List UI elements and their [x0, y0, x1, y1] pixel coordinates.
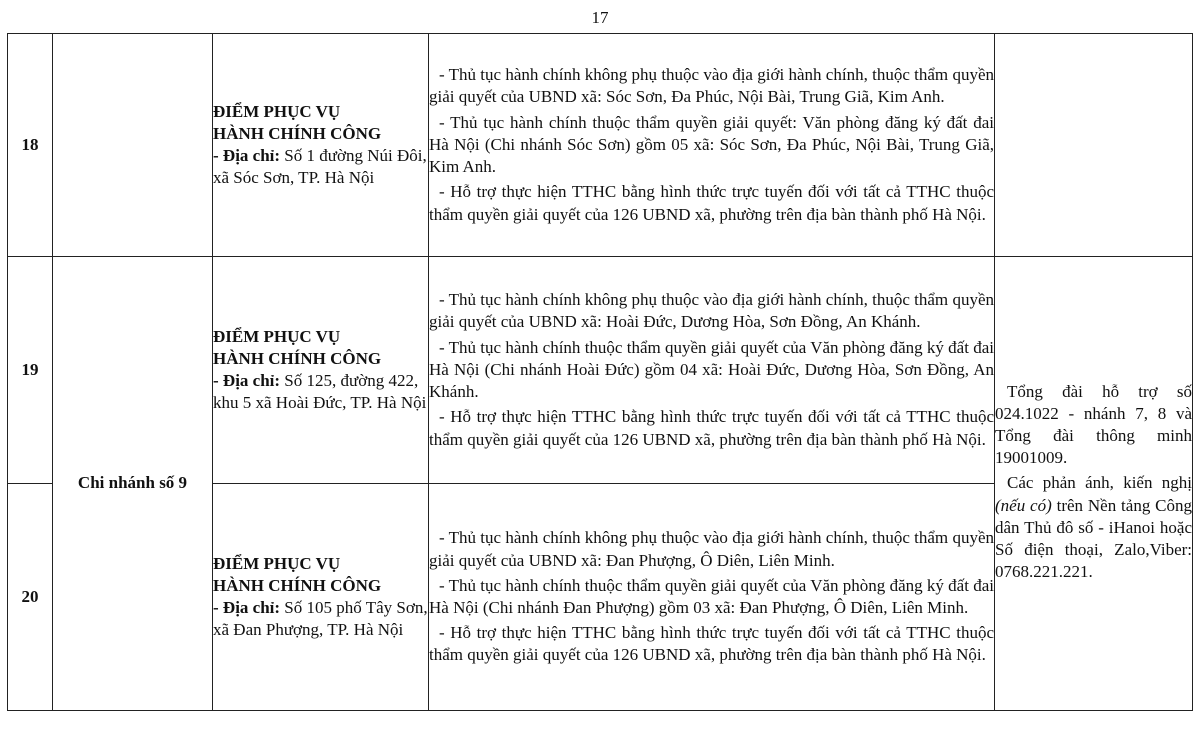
table-row-19: [8, 257, 1193, 484]
feedback-note: (nếu có): [995, 495, 1052, 515]
scope-item: - Thủ tục hành chính thuộc thẩm quyền giải quyết: Văn phòng đăng ký đất đai Hà Nội (Chi nhánh Sóc Sơn) gồm 05 xã: Sóc Sơn, Đa Phúc, Nội Bài, Trung Giã, Kim Anh.: [429, 112, 994, 177]
scope-item: - Thủ tục hành chính không phụ thuộc vào địa giới hành chính, thuộc thẩm quyền giải quyết của UBND xã: Sóc Sơn, Đa Phúc, Nội Bài, Trung Giã, Kim Anh.: [429, 65, 994, 107]
table-row-18: [8, 34, 1193, 257]
address-label: - Địa chỉ:: [213, 598, 281, 617]
scope-item: - Thủ tục hành chính không phụ thuộc vào địa giới hành chính, thuộc thẩm quyền giải quyết của UBND xã: Hoài Đức, Dương Hòa, Sơn Đồng, An Khánh.: [429, 290, 994, 332]
feedback-text-part: trên Nền tảng Công dân Thủ đô số - iHanoi hoặc Số điện thoại, Zalo,Viber: 0768.221.221.: [995, 495, 1192, 582]
address-text: Số 125, đường 422, khu 5 xã Hoài Đức, TP. Hà Nội: [213, 371, 427, 413]
service-point-name: ĐIỂM PHỤC VỤ: [213, 326, 341, 346]
service-points-table: [7, 33, 1193, 711]
service-point-name: HÀNH CHÍNH CÔNG: [213, 123, 382, 143]
feedback-text-part: Các phản ánh, kiến nghị: [1007, 473, 1192, 493]
scope-cell: [429, 484, 995, 711]
row-number: 20: [8, 484, 53, 711]
scope-item: - Hỗ trợ thực hiện TTHC bằng hình thức trực tuyến đối với tất cả TTHC thuộc thẩm quyền giải quyết của 126 UBND xã, phường trên địa bàn thành phố Hà Nội.: [429, 623, 994, 665]
service-point-address: [213, 145, 428, 189]
service-point-name: HÀNH CHÍNH CÔNG: [213, 575, 382, 595]
service-point-address: [213, 370, 428, 414]
scope-item: - Hỗ trợ thực hiện TTHC bằng hình thức trực tuyến đối với tất cả TTHC thuộc thẩm quyền giải quyết của 126 UBND xã, phường trên địa bàn thành phố Hà Nội.: [429, 182, 994, 224]
scope-item: - Hỗ trợ thực hiện TTHC bằng hình thức trực tuyến đối với tất cả TTHC thuộc thẩm quyền giải quyết của 126 UBND xã, phường trên địa bàn thành phố Hà Nội.: [429, 407, 994, 449]
branch-name: Chi nhánh số 9: [53, 257, 213, 711]
address-label: - Địa chỉ:: [213, 146, 281, 165]
support-contact-cell: [995, 257, 1193, 711]
address-text: Số 1 đường Núi Đôi, xã Sóc Sơn, TP. Hà Nội: [213, 146, 427, 188]
scope-item: - Thủ tục hành chính thuộc thẩm quyền giải quyết của Văn phòng đăng ký đất đai Hà Nội (Chi nhánh Hoài Đức) gồm 04 xã: Hoài Đức, Dương Hòa, Sơn Đồng, An Khánh.: [429, 337, 994, 402]
service-point-cell: [213, 34, 429, 257]
support-cell-empty: [995, 34, 1193, 257]
feedback-text: [995, 472, 1192, 583]
service-point-cell: [213, 257, 429, 484]
scope-item: - Thủ tục hành chính không phụ thuộc vào địa giới hành chính, thuộc thẩm quyền giải quyết của UBND xã: Đan Phượng, Ô Diên, Liên Minh.: [429, 528, 994, 570]
scope-cell: [429, 34, 995, 257]
scope-cell: [429, 257, 995, 484]
address-label: - Địa chỉ:: [213, 371, 281, 390]
service-point-name: HÀNH CHÍNH CÔNG: [213, 348, 382, 368]
service-point-name: ĐIỂM PHỤC VỤ: [213, 553, 341, 573]
hotline-text: Tổng đài hỗ trợ số 024.1022 - nhánh 7, 8 và Tổng đài thông minh 19001009.: [995, 381, 1192, 468]
service-point-cell: [213, 484, 429, 711]
page-number: 17: [591, 8, 609, 27]
branch-cell-empty: [53, 34, 213, 257]
scope-item: - Thủ tục hành chính thuộc thẩm quyền giải quyết của Văn phòng đăng ký đất đai Hà Nội (Chi nhánh Đan Phượng) gồm 03 xã: Đan Phượng, Ô Diên, Liên Minh.: [429, 575, 994, 617]
service-point-address: [213, 597, 428, 641]
row-number: 19: [8, 257, 53, 484]
address-text: Số 105 phố Tây Sơn, xã Đan Phượng, TP. Hà Nội: [213, 598, 428, 640]
service-point-name: ĐIỂM PHỤC VỤ: [213, 101, 341, 121]
row-number: 18: [8, 34, 53, 257]
